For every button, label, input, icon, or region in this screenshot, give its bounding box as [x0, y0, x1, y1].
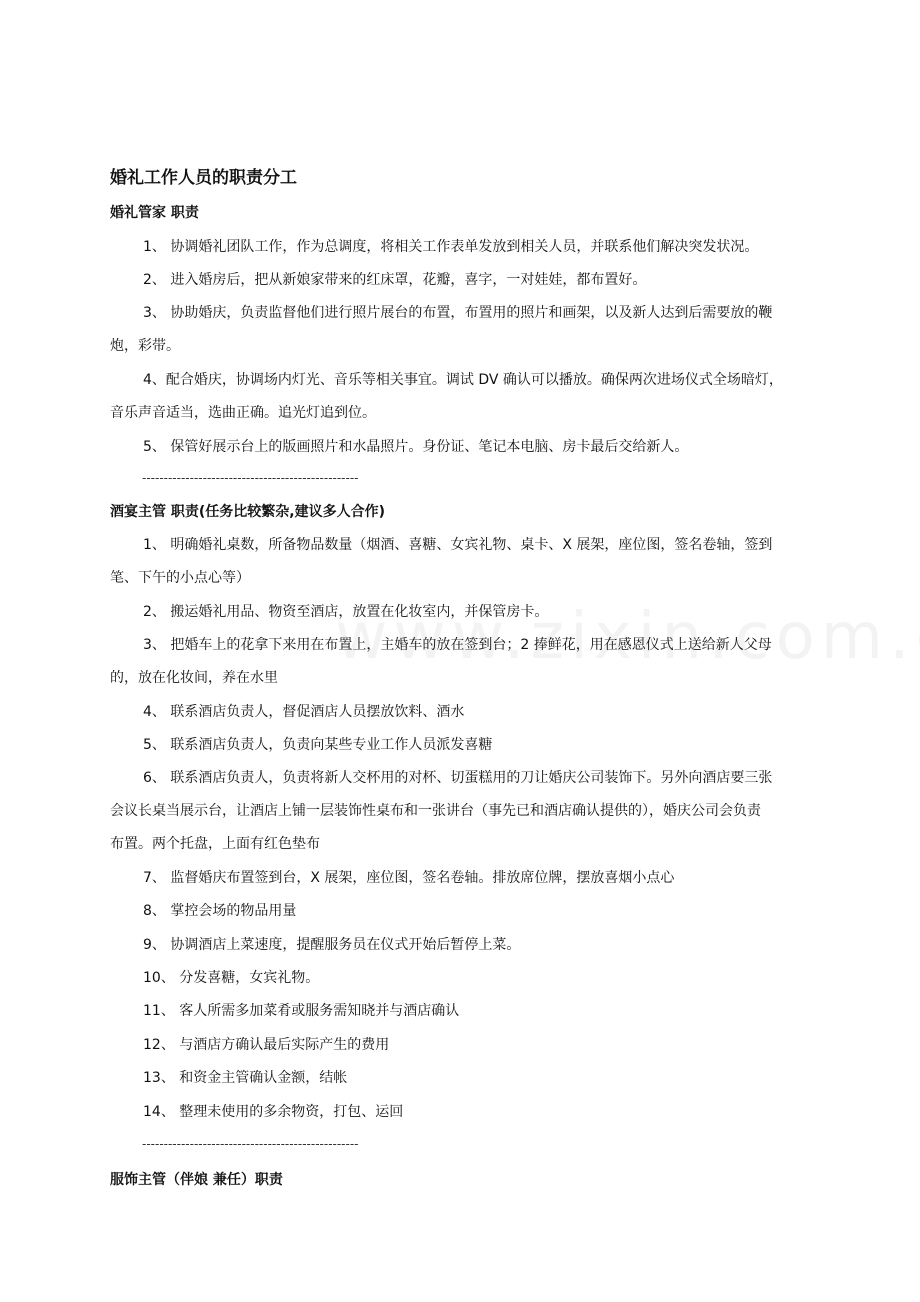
list-item-line: 4、 联系酒店负责人，督促酒店人员摆放饮料、酒水: [143, 704, 465, 720]
list-item-line: 4、配合婚庆，协调场内灯光、音乐等相关事宜。调试 DV 确认可以播放。确保两次进场仪式全场暗灯，: [143, 372, 783, 388]
section-heading: 婚礼管家 职责: [110, 205, 199, 221]
list-item: [110, 264, 836, 297]
list-item: [110, 862, 836, 895]
list-item-line: 7、 监督婚庆布置签到台，X 展架，座位图，签名卷轴。排放席位牌，摆放喜烟小点心: [143, 870, 675, 886]
list-item-line: 2、 进入婚房后，把从新娘家带来的红床罩，花瓣，喜字，一对娃娃，都布置好。: [143, 272, 647, 288]
list-item-line: 3、 协助婚庆，负责监督他们进行照片展台的布置，布置用的照片和画架，以及新人达到后需要放的鞭: [143, 305, 773, 321]
list-item: [110, 696, 836, 729]
list-item-line: 8、 掌控会场的物品用量: [143, 903, 297, 919]
section-heading: 服饰主管（伴娘 兼任）职责: [110, 1172, 283, 1188]
list-item-line: 2、 搬运婚礼用品、物资至酒店，放置在化妆室内，并保管房卡。: [143, 604, 549, 620]
list-item-line: 9、 协调酒店上菜速度，提醒服务员在仪式开始后暂停上菜。: [143, 937, 521, 953]
list-item: [110, 962, 836, 995]
list-item: [110, 729, 836, 762]
section-heading: 酒宴主管 职责(任务比较繁杂,建议多人合作): [110, 504, 385, 520]
list-item: [110, 895, 836, 928]
list-item: [110, 297, 836, 363]
list-item-line: 笔、下午的小点心等）: [110, 570, 250, 586]
list-item-line: 1、 明确婚礼桌数，所备物品数量（烟酒、喜糖、女宾礼物、桌卡、X 展架，座位图，签名卷轴，签到: [143, 537, 773, 553]
list-item-line: 5、 保管好展示台上的版画照片和水晶照片。身份证、笔记本电脑、房卡最后交给新人。: [143, 439, 689, 455]
list-item-line: 6、 联系酒店负责人，负责将新人交杯用的对杯、切蛋糕用的刀让婚庆公司装饰下。另外向酒店要三张: [143, 770, 773, 786]
list-item-line: 布置。两个托盘，上面有红色垫布: [110, 836, 320, 852]
list-item: [110, 231, 836, 264]
list-item-line: 会议长桌当展示台，让酒店上铺一层装饰性桌布和一张讲台（事先已和酒店确认提供的），婚庆公司会负责: [110, 803, 761, 819]
list-item-line: 音乐声音适当，选曲正确。追光灯追到位。: [110, 405, 376, 421]
list-item: [110, 995, 836, 1028]
list-item: [110, 1096, 836, 1129]
list-item-line: 14、 整理未使用的多余物资，打包、运回: [143, 1104, 404, 1120]
list-item: [110, 1062, 836, 1095]
list-item-line: 5、 联系酒店负责人，负责向某些专业工作人员派发喜糖: [143, 737, 493, 753]
list-item: [110, 929, 836, 962]
list-item-line: 13、 和资金主管确认金额，结帐: [143, 1070, 348, 1086]
list-item: [110, 431, 836, 464]
list-item-line: 的，放在化妆间，养在水里: [110, 670, 278, 686]
section-divider: --------------------------------------------------: [142, 1137, 359, 1151]
list-item: [110, 762, 836, 861]
list-item-line: 11、 客人所需多加菜肴或服务需知晓并与酒店确认: [143, 1003, 460, 1019]
list-item-line: 炮，彩带。: [110, 338, 180, 354]
list-item: [110, 596, 836, 629]
list-item-line: 3、 把婚车上的花拿下来用在布置上，主婚车的放在签到台；2 捧鲜花，用在感恩仪式上送给新人父母: [143, 637, 772, 653]
list-item: [110, 629, 836, 695]
list-item-line: 12、 与酒店方确认最后实际产生的费用: [143, 1037, 390, 1053]
list-item: [110, 1029, 836, 1062]
section-divider: --------------------------------------------------: [142, 471, 359, 485]
list-item: [110, 529, 836, 595]
document-title: 婚礼工作人员的职责分工: [110, 168, 297, 188]
list-item-line: 10、 分发喜糖，女宾礼物。: [143, 970, 320, 986]
list-item-line: 1、 协调婚礼团队工作，作为总调度，将相关工作表单发放到相关人员，并联系他们解决突发状况。: [143, 239, 759, 255]
list-item: [110, 364, 836, 430]
